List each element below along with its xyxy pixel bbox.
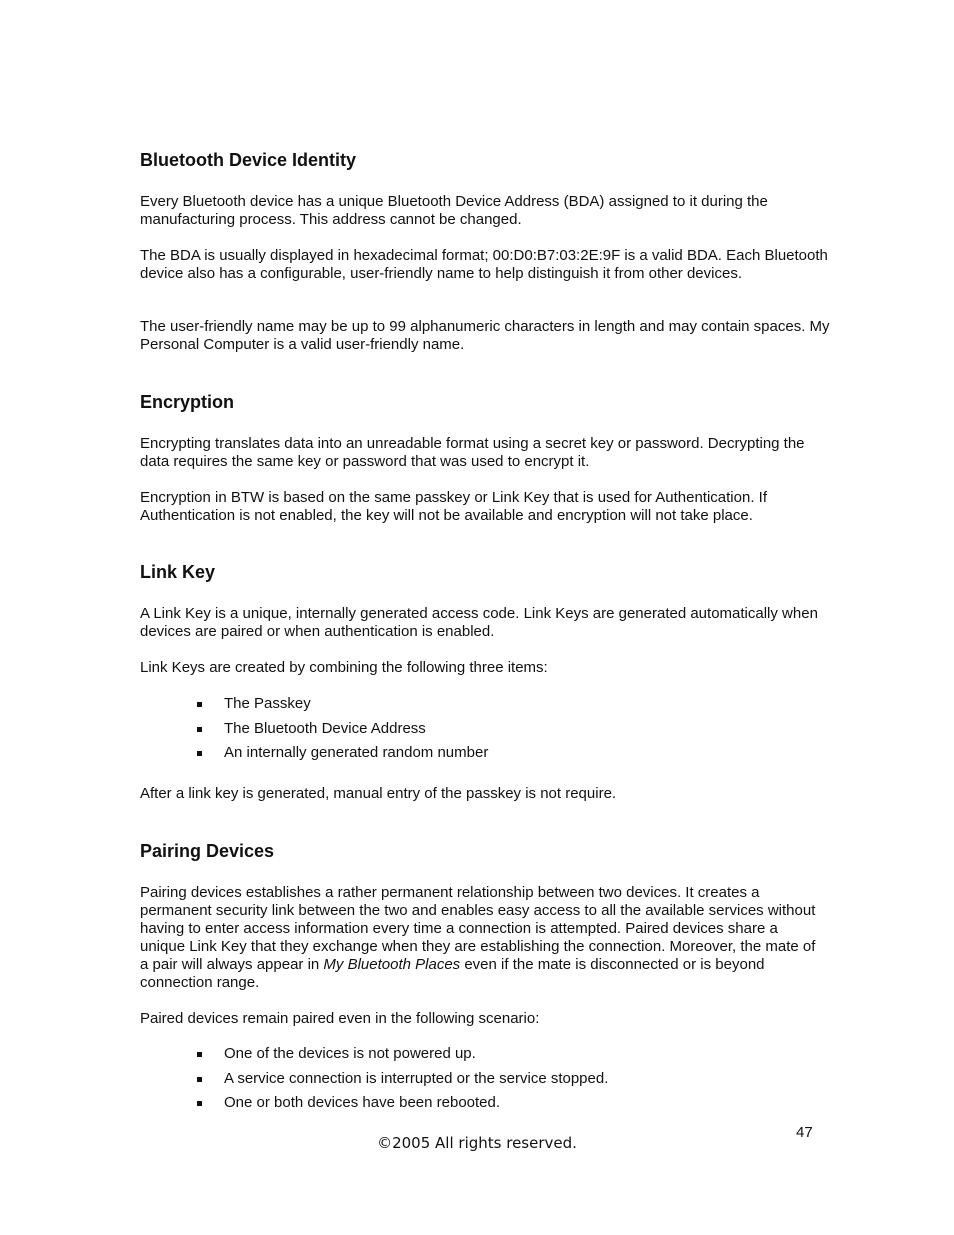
bullet-icon [197, 1052, 202, 1057]
identity-paragraph-1: Every Bluetooth device has a unique Bluetooth Device Address (BDA) assigned to it during the manufacturing process. This address cannot be changed. [140, 193, 768, 228]
heading-bluetooth-device-identity: Bluetooth Device Identity [140, 150, 357, 170]
list-item [140, 1070, 608, 1095]
my-bluetooth-places-emphasis: My Bluetooth Places [323, 956, 461, 973]
list-item-text: One of the devices is not powered up. [224, 1045, 476, 1062]
pairing-paragraph-1 [140, 884, 824, 992]
list-item-text: A service connection is interrupted or the service stopped. [224, 1069, 609, 1087]
copyright-footer: ©2005 All rights reserved. [377, 1134, 577, 1152]
pairing-scenario-list [140, 1045, 608, 1119]
identity-paragraph-2: The BDA is usually displayed in hexadecimal format; 00:D0:B7:03:2E:9F is a valid BDA. Each Bluetooth device also has a configurable, user-friendly name to help distinguish it from other devices. [140, 247, 828, 282]
link-key-paragraph-2: Link Keys are created by combining the following three items: [140, 659, 548, 676]
link-key-items-list [140, 695, 488, 769]
list-item [140, 744, 488, 769]
bullet-icon [197, 702, 202, 707]
bullet-icon [197, 727, 202, 732]
page-number: 47 [796, 1124, 813, 1141]
list-item [140, 1094, 608, 1119]
heading-link-key: Link Key [140, 562, 216, 582]
list-item [140, 695, 488, 720]
pairing-paragraph-1-text: Pairing devices establishes a rather permanent relationship between two devices. It creates a permanent security link between the two and enables easy access to all the available services without having to enter access information every time a connection is attempted. Paired devices share a unique Link Key that they exchange when they are establishing the connection. Moreover, the mate of a pair will always appear in [140, 884, 816, 973]
identity-paragraph-3: The user-friendly name may be up to 99 alphanumeric characters in length and may contain spaces. My Personal Computer is a valid user-friendly name. [140, 318, 830, 353]
bullet-icon [197, 751, 202, 756]
link-key-paragraph-3: After a link key is generated, manual entry of the passkey is not require. [140, 785, 617, 802]
bullet-icon [197, 1077, 202, 1082]
list-item-text: The Bluetooth Device Address [224, 719, 426, 737]
list-item-text: One or both devices have been rebooted. [224, 1094, 501, 1111]
encryption-paragraph-1: Encrypting translates data into an unreadable format using a secret key or password. Decrypting the data requires the same key or password that was used to encrypt it. [140, 435, 805, 470]
heading-pairing-devices: Pairing Devices [140, 841, 275, 861]
list-item [140, 720, 488, 745]
bullet-icon [197, 1101, 202, 1106]
pairing-paragraph-2: Paired devices remain paired even in the following scenario: [140, 1010, 540, 1027]
list-item [140, 1045, 608, 1070]
heading-encryption: Encryption [140, 392, 235, 412]
list-item-text: An internally generated random number [224, 744, 489, 761]
encryption-paragraph-2: Encryption in BTW is based on the same passkey or Link Key that is used for Authentication. If Authentication is not enabled, the key will not be available and encryption will not take place. [140, 489, 767, 524]
pairing-paragraph-1-text-end: even if the mate is disconnected or is beyond connection range. [140, 956, 765, 991]
link-key-paragraph-1: A Link Key is a unique, internally generated access code. Link Keys are generated automatically when devices are paired or when authentication is enabled. [140, 605, 818, 640]
list-item-text: The Passkey [224, 695, 311, 712]
